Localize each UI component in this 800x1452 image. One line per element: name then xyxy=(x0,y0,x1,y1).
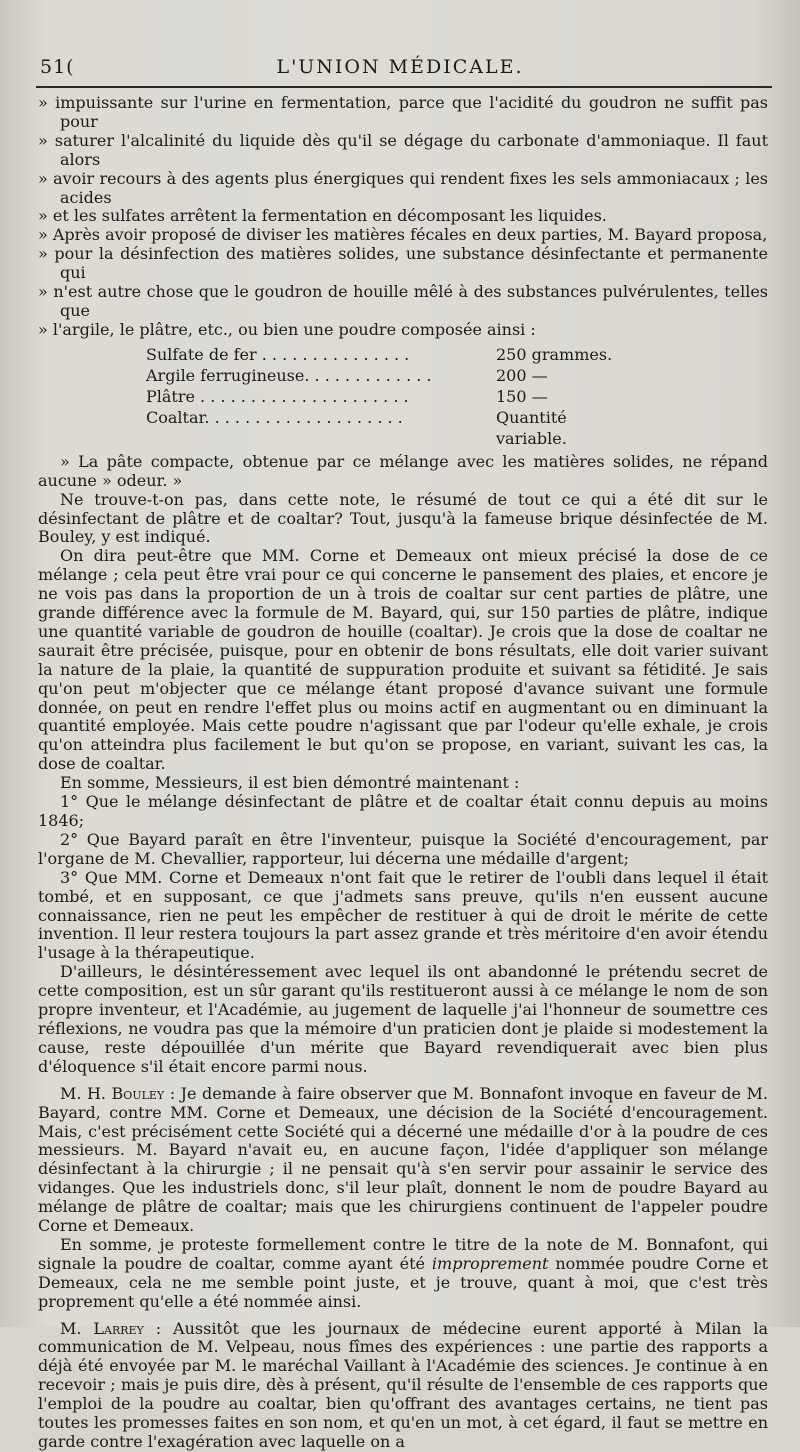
quote-line: » pour la désinfection des matières solides, une substance désinfectante et permanente qui xyxy=(38,244,768,283)
paragraph: On dira peut-être que MM. Corne et Demeaux ont mieux précisé la dose de ce mélange ; cela peut être vrai pour ce qui concerne le pansement des plaies, et encore je ne vois pas dans la proportion de un à trois de coaltar sur cent parties de plâtre, une grande différence avec la formule de M. Bayard, qui, sur 150 parties de plâtre, indique une quantité variable de goudron de houille (coaltar). Je crois que la dose de coaltar ne saurait être précisée, puisque, pour en obtenir de bons résultats, elle doit varier suivant la nature de la plaie, la quantité de suppuration produite et suivant sa fétidité. Je sais qu'on peut m'objecter que ce mélange étant proposé d'avance suivant une formule donnée, on peut en rendre l'effet plus ou moins actif en augmentant ou en diminuant la quantité employée. Mais cette poudre n'agissant que par l'odeur qu'elle exhale, je crois qu'on atteindra plus facilement le but qu'on se propose, en variant, suivant les cas, la dose de coaltar. xyxy=(38,546,768,774)
paragraph: En somme, Messieurs, il est bien démontré maintenant : xyxy=(60,773,520,793)
quote-line: » Après avoir proposé de diviser les matières fécales en deux parties, M. Bayard proposa, xyxy=(38,225,768,245)
quote-line: » l'argile, le plâtre, etc., ou bien une poudre composée ainsi : xyxy=(38,319,536,339)
paragraph: D'ailleurs, le désintéressement avec lequel ils ont abandonné le prétendu secret de cette composition, est un sûr garant qu'ils restitueront aussi à ce mélange le nom de son propre inventeur, et l'Académie, au jugement de laquelle j'ai l'honneur de soumettre ces réflexions, ne voudra pas que la mémoire d'un praticien dont je plaide si modestement la cause, reste dépouillée d'un mérite que Bayard revendiquerait avec bien plus d'éloquence s'il était encore parmi nous. xyxy=(38,962,768,1076)
speaker-text: : Je demande à faire observer que M. Bonnafont invoque en faveur de M. Bayard, contre MM. Corne et Demeaux, une décision de la Société d'encouragement. Mais, c'est précisément cette Société qui a décerné une médaille d'or à la poudre de ces messieurs. M. Bayard n'avait eu, en aucune façon, l'idée d'appliquer son mélange désinfectant à la chirurgie ; il ne pensait qu'à s'en servir pour assainir le service des vidanges. Que les industriels donc, s'il leur plaît, donnent le nom de poudre Bayard au mélange de plâtre de coaltar; mais que les chirurgiens continuent de l'appeler poudre Corne et Demeaux. xyxy=(38,1083,768,1236)
ingredient-name: Plâtre . . . . . . . . . . . . . . . . . . . . . xyxy=(146,386,409,406)
quote-line: » et les sulfates arrêtent la fermentation en décomposant les liquides. xyxy=(38,206,607,226)
journal-title: L'UNION MÉDICALE. xyxy=(276,56,524,78)
ingredient-quantity: 250 grammes. xyxy=(496,344,613,364)
header-rule xyxy=(36,86,772,88)
paragraph-text: nommée poudre Corne et Demeaux, cela ne me semble point juste, et je trouve, quant à moi, que c'est très proprement qu'elle a été nommée ainsi. xyxy=(38,1253,768,1311)
speaker-name: M. Larrey xyxy=(60,1318,144,1338)
recipe-row xyxy=(146,407,626,449)
quote-line: » n'est autre chose que le goudron de houille mêlé à des substances pulvérulentes, telles que xyxy=(38,282,768,320)
quote-line: » saturer l'alcalinité du liquide dès qu'il se dégage du carbonate d'ammoniaque. Il faut alors xyxy=(38,130,768,169)
bouley-remarks xyxy=(38,1085,768,1236)
conclusion-point: 2° Que Bayard paraît en être l'inventeur, puisque la Société d'encouragement, par l'organe de M. Chevallier, rapporteur, lui décerna une médaille d'argent; xyxy=(38,829,768,868)
recipe-row xyxy=(146,386,626,407)
speaker-text: : Aussitôt que les journaux de médecine eurent apporté à Milan la communication de M. Velpeau, nous fîmes des expériences : une partie des rapports a déjà été envoyée par M. le maréchal Vaillant à l'Académie des sciences. Je continue à en recevoir ; mais je puis dire, dès à présent, qu'il résulte de l'ensemble de ces rapports que l'emploi de la poudre au coaltar, bien qu'offrant des avantages certains, ne tient pas toutes les promesses faites en son nom, et qu'en un mot, à cet égard, il faut se mettre en garde contre l'exagération avec laquelle on a xyxy=(38,1318,768,1451)
recipe-row xyxy=(146,344,626,365)
quote-line: » impuissante sur l'urine en fermentation, parce que l'acidité du goudron ne suffit pas pour xyxy=(38,93,768,131)
ingredient-quantity: 150 — xyxy=(496,386,548,406)
recipe-row xyxy=(146,365,626,386)
recipe-table xyxy=(146,344,626,449)
ingredient-quantity: 200 — xyxy=(496,365,548,385)
ingredient-name: Sulfate de fer . . . . . . . . . . . . . . . xyxy=(146,344,410,364)
quote-end: » La pâte compacte, obtenue par ce mélange avec les matières solides, ne répand aucune » odeur. » xyxy=(38,451,768,490)
conclusion-point: 3° Que MM. Corne et Demeaux n'ont fait que le retirer de l'oubli dans lequel il était tombé, et en supposant, ce que j'admets sans preuve, qu'ils n'en eussent aucune connaissance, rien ne peut les empêcher de restituer à qui de droit le mérite de cette invention. Il leur restera toujours la part assez grande et très méritoire d'en avoir étendu l'usage à la thérapeutique. xyxy=(38,867,768,963)
bouley-conclusion xyxy=(38,1236,768,1312)
speaker-name: M. H. Bouley xyxy=(60,1083,165,1103)
ingredient-name: Coaltar. . . . . . . . . . . . . . . . . . . . xyxy=(146,407,403,427)
ingredient-quantity: Quantité variable. xyxy=(496,407,567,448)
quote-line: » avoir recours à des agents plus énergiques qui rendent fixes les sels ammoniacaux ; les acides xyxy=(38,168,768,207)
running-header xyxy=(40,50,760,84)
paragraph: Ne trouve-t-on pas, dans cette note, le résumé de tout ce qui a été dit sur le désinfectant de plâtre et de coaltar? Tout, jusqu'à la fameuse brique désinfectée de M. Bouley, y est indiqué. xyxy=(38,489,768,547)
page-number: 51( xyxy=(40,56,75,78)
article-body xyxy=(38,94,768,1452)
emphasis-text: improprement xyxy=(431,1253,549,1273)
larrey-remarks xyxy=(38,1320,768,1452)
paragraph-text: En somme, je proteste formellement contre le titre de la note de M. Bonnafont, qui signale la poudre de coaltar, comme ayant été xyxy=(38,1234,768,1273)
ingredient-name: Argile ferrugineuse. . . . . . . . . . . . . xyxy=(146,365,432,385)
conclusion-point: 1° Que le mélange désinfectant de plâtre et de coaltar était connu depuis au moins 1846; xyxy=(38,792,768,830)
